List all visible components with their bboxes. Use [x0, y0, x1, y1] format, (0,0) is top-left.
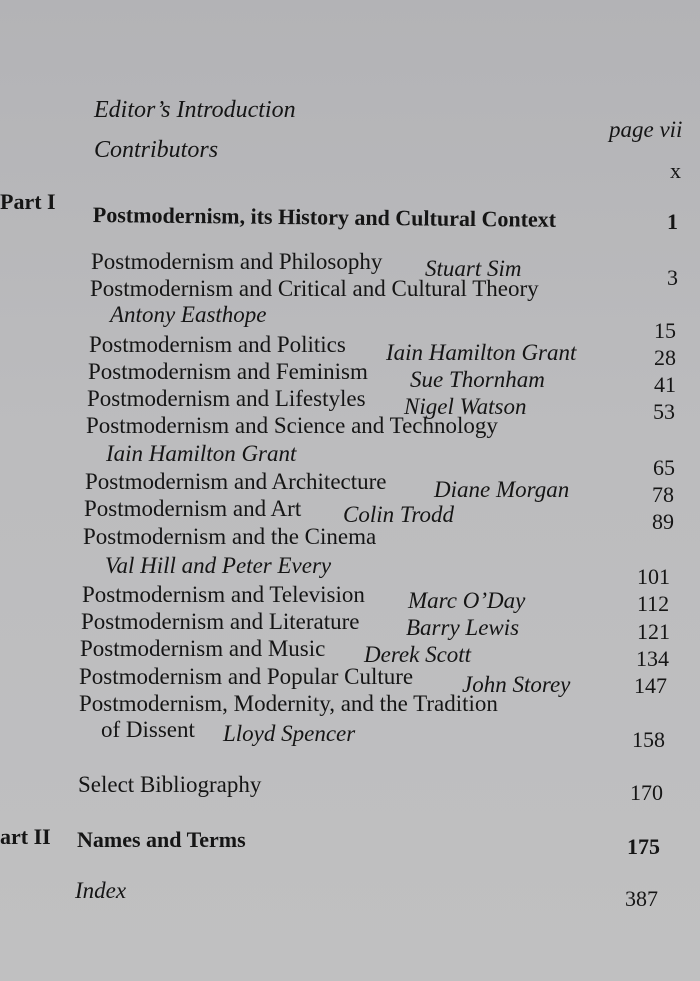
- entry-author: Diane Morgan: [434, 477, 570, 502]
- entry-page: 78: [652, 482, 674, 507]
- entry-author: Iain Hamilton Grant: [106, 441, 297, 466]
- part2-title: Names and Terms: [77, 827, 246, 852]
- entry-title: Postmodernism and Architecture: [85, 469, 387, 494]
- entry-author: Derek Scott: [364, 642, 472, 667]
- entry-title: Postmodernism and Television: [82, 582, 365, 607]
- entry-author: Barry Lewis: [406, 615, 520, 640]
- entry-page: 15: [654, 318, 676, 343]
- contributors-page: x: [670, 158, 681, 183]
- part1-title: Postmodernism, its History and Cultural Context: [92, 202, 557, 232]
- entry-author: Lloyd Spencer: [223, 721, 356, 746]
- entry-author: Val Hill and Peter Every: [105, 553, 332, 578]
- entry-author: John Storey: [462, 672, 571, 697]
- part1-page: 1: [667, 209, 678, 234]
- entry-page: 121: [637, 619, 670, 644]
- entry-title: Postmodernism and Art: [84, 496, 302, 521]
- entry-title: Postmodernism and Popular Culture: [79, 664, 414, 689]
- entry-title: Postmodernism and Politics: [89, 332, 346, 357]
- entry-title-continued: of Dissent: [101, 717, 195, 742]
- entry-title: Postmodernism and Science and Technology: [86, 413, 498, 438]
- index-page: 387: [625, 886, 658, 911]
- entry-author: Stuart Sim: [425, 256, 522, 281]
- entry-title: Postmodernism and Philosophy: [91, 249, 383, 274]
- entry-page: 65: [653, 455, 675, 480]
- entry-title: Postmodernism and Literature: [81, 609, 360, 634]
- part2-page: 175: [627, 834, 660, 859]
- entry-author: Sue Thornham: [410, 367, 545, 392]
- entry-page: 53: [653, 399, 675, 424]
- entry-page: 89: [652, 509, 674, 534]
- entry-author: Colin Trodd: [343, 502, 454, 527]
- entry-author: Nigel Watson: [404, 394, 527, 419]
- entry-title: Postmodernism and Critical and Cultural Theory: [90, 276, 539, 301]
- entry-title: Postmodernism and Music: [80, 636, 326, 661]
- entry-author: Antony Easthope: [110, 302, 267, 327]
- entry-page: 28: [654, 345, 676, 370]
- editors-introduction: Editor’s Introduction: [94, 97, 296, 123]
- entry-author: Iain Hamilton Grant: [386, 340, 577, 365]
- entry-page: 112: [637, 591, 670, 616]
- entry-page: 101: [637, 564, 670, 589]
- entry-title: Postmodernism and the Cinema: [83, 524, 377, 549]
- entry-page: 158: [632, 727, 665, 752]
- entry-author: Marc O’Day: [408, 588, 526, 613]
- bibliography-page: 170: [630, 780, 663, 805]
- page-label: page vii: [609, 117, 683, 142]
- entry-page: 147: [634, 673, 667, 698]
- entry-title: Postmodernism, Modernity, and the Tradition: [79, 691, 498, 716]
- entry-title: Postmodernism and Feminism: [88, 359, 368, 384]
- part1-label: Part I: [0, 189, 56, 214]
- entry-page: 41: [654, 372, 676, 397]
- entry-page: 134: [636, 646, 669, 671]
- select-bibliography: Select Bibliography: [78, 772, 262, 797]
- index-title: Index: [75, 878, 127, 903]
- entry-title: Postmodernism and Lifestyles: [87, 386, 366, 411]
- entry-page: 3: [667, 265, 678, 290]
- contributors: Contributors: [94, 137, 219, 163]
- part2-label: art II: [0, 824, 51, 849]
